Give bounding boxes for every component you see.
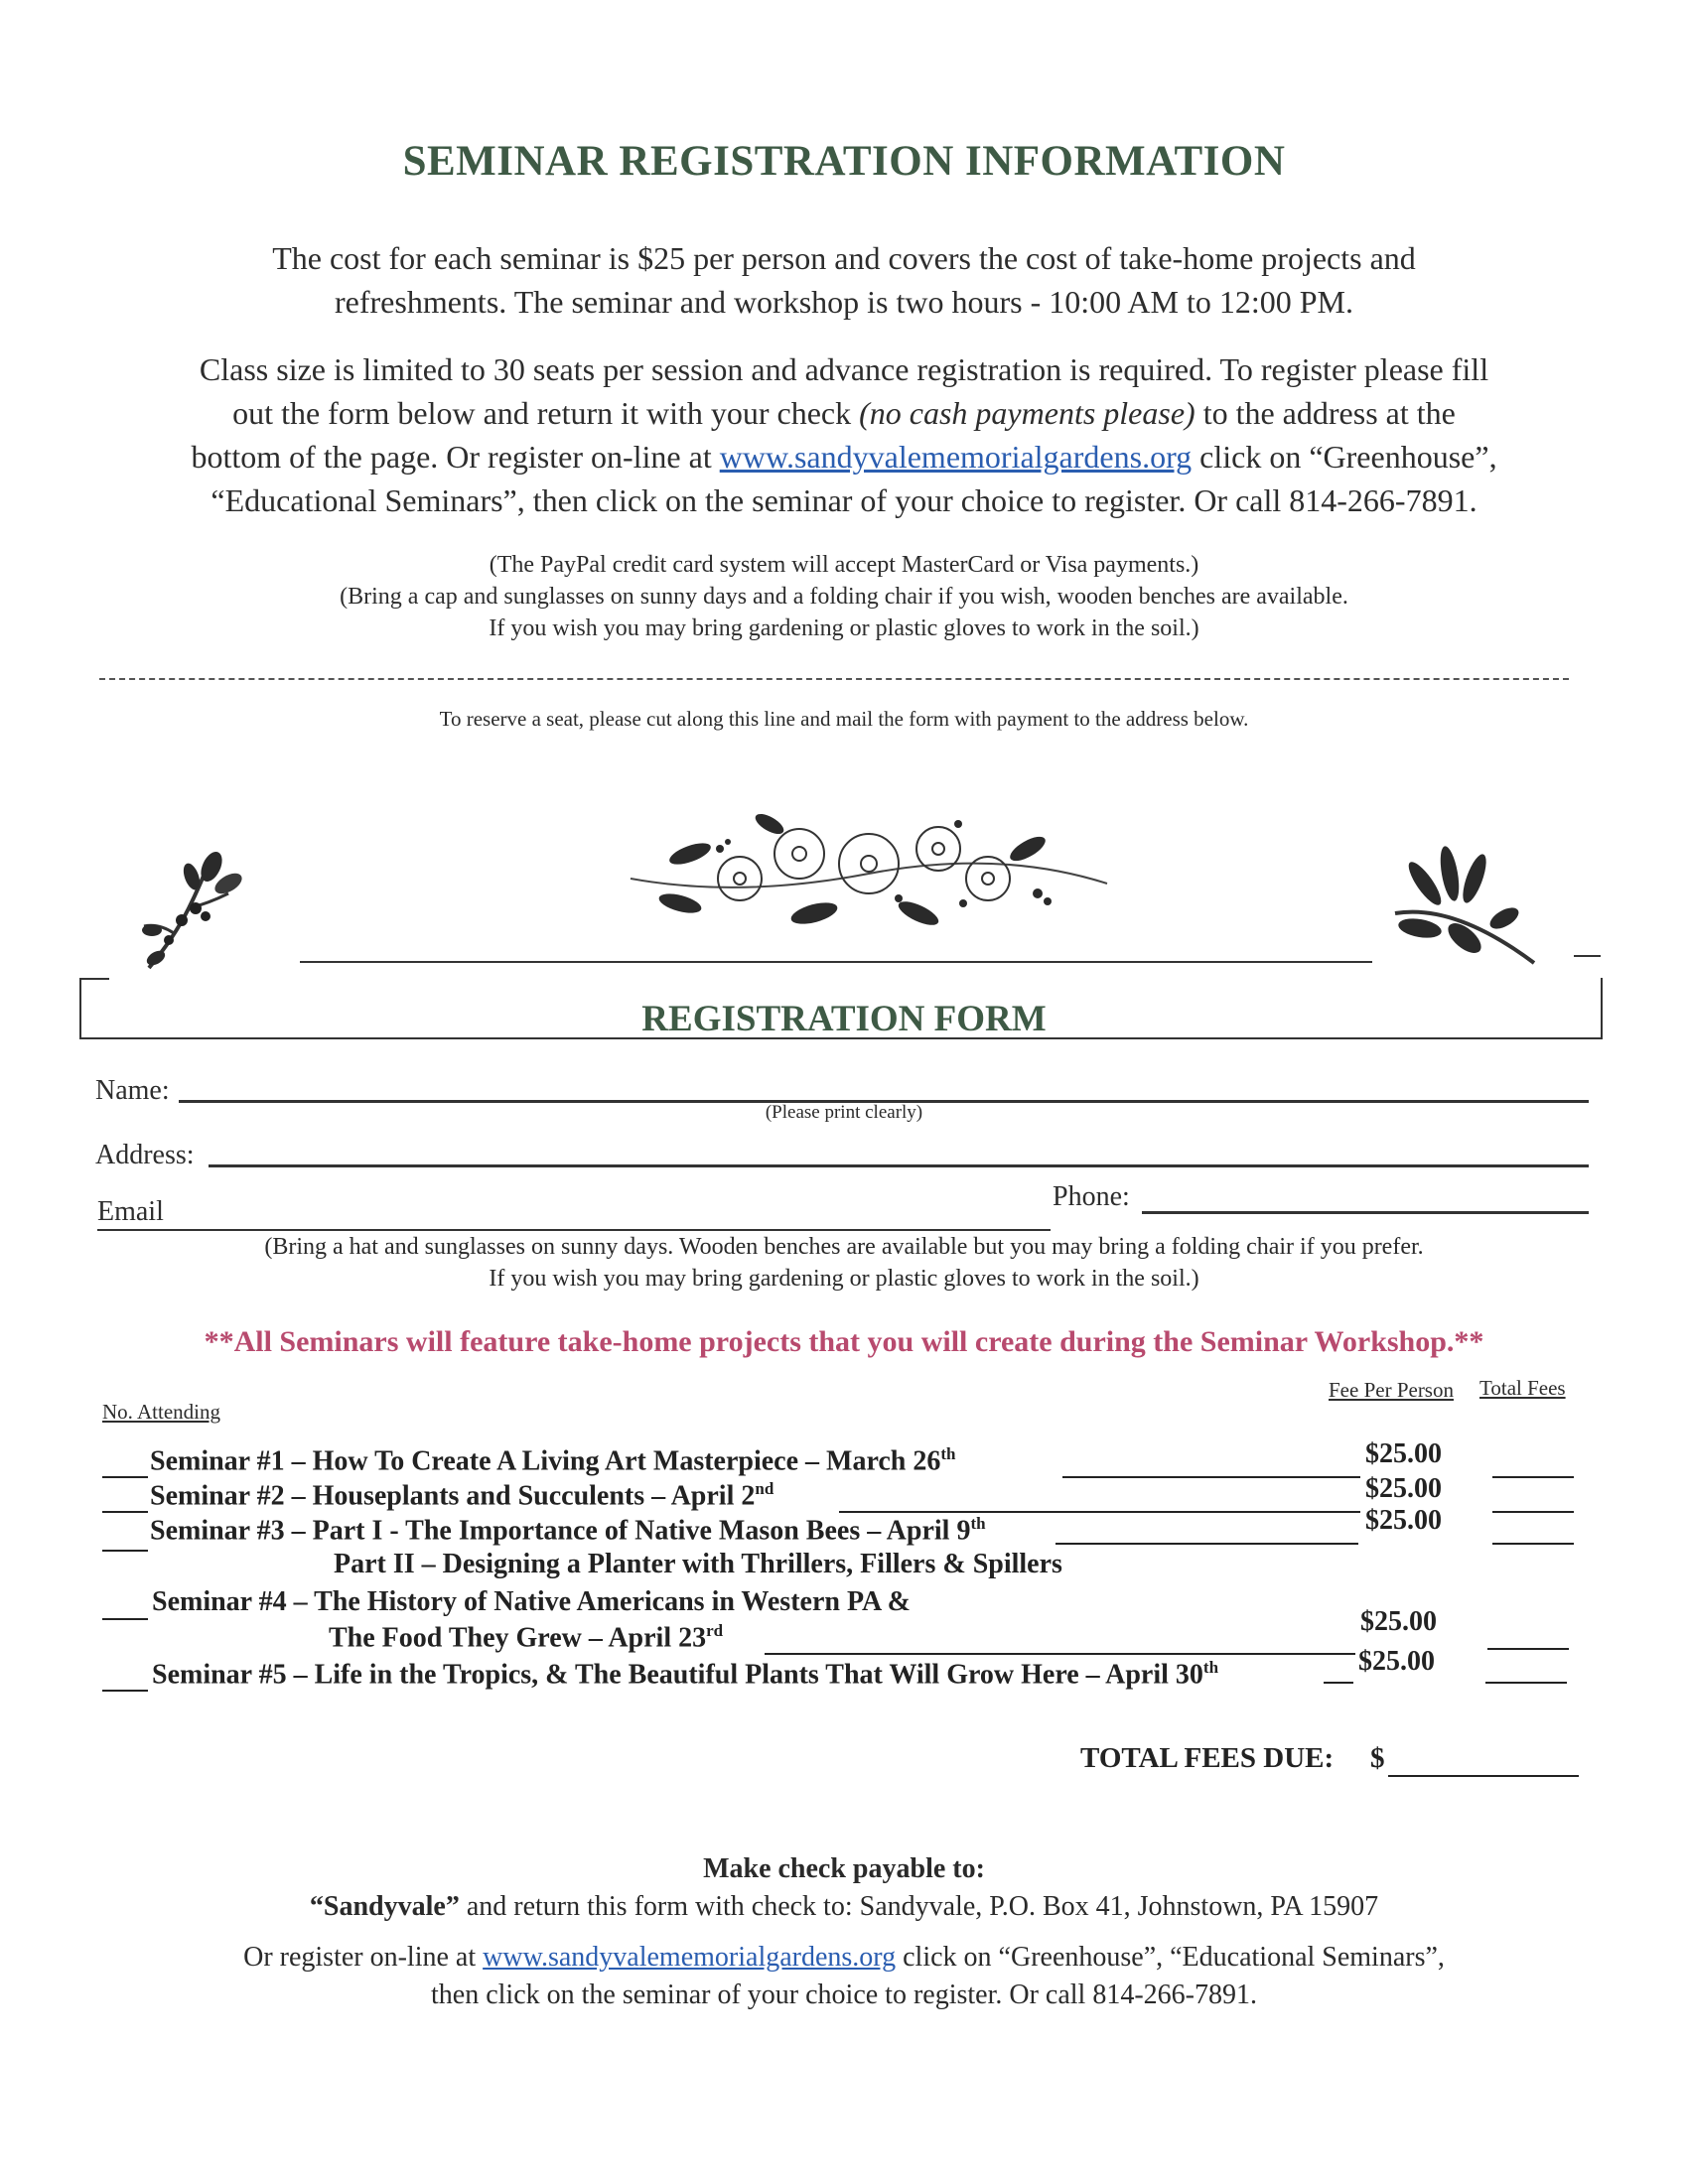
total-fees-label: TOTAL FEES DUE: xyxy=(1080,1742,1335,1774)
reg-line-3 xyxy=(0,435,1688,478)
reg-line-2-end: to the address at the xyxy=(1195,395,1456,431)
cut-line xyxy=(99,678,1569,680)
form-gloves-note: If you wish you may bring gardening or plastic gloves to work in the soil.) xyxy=(489,1266,1199,1292)
cut-instruction: To reserve a seat, please cut along this line and mail the form with payment to the address below. xyxy=(439,707,1249,731)
left-botanical-icon xyxy=(134,849,253,978)
attending-count-input[interactable] xyxy=(102,1664,148,1692)
total-fees-input[interactable] xyxy=(1388,1749,1579,1777)
seminar-title xyxy=(150,1514,986,1547)
email-label: Email xyxy=(97,1196,164,1227)
leader-line xyxy=(1062,1450,1360,1478)
cost-line-1: The cost for each seminar is $25 per person and covers the cost of take-home projects and xyxy=(272,240,1416,276)
reg-line-4: “Educational Seminars”, then click on the seminar of your choice to register. Or call 814-266-7891. xyxy=(211,482,1477,518)
phone-label: Phone: xyxy=(1053,1181,1130,1212)
fee-per-person-header: Fee Per Person xyxy=(1329,1378,1454,1402)
reg-line-3-end: click on “Greenhouse”, xyxy=(1192,439,1497,475)
paypal-note: (The PayPal credit card system will accept MasterCard or Visa payments.) xyxy=(489,552,1199,578)
total-fee-input[interactable] xyxy=(1487,1622,1569,1650)
seminar-4-sup: rd xyxy=(706,1621,724,1640)
website-link[interactable]: www.sandyvalememorialgardens.org xyxy=(719,439,1193,475)
cost-paragraph xyxy=(0,236,1688,324)
total-currency: $ xyxy=(1370,1742,1385,1774)
seminar-title xyxy=(150,1444,956,1477)
attending-count-input[interactable] xyxy=(102,1524,148,1552)
form-notes xyxy=(0,1231,1688,1295)
no-cash-note: (no cash payments please) xyxy=(859,395,1196,431)
frame-corner-right xyxy=(1574,955,1601,957)
form-top-rule xyxy=(300,961,1372,963)
intro-notes xyxy=(0,549,1688,644)
address-field[interactable] xyxy=(209,1164,1589,1167)
frame-corner-left xyxy=(79,978,109,980)
payable-line xyxy=(0,1891,1688,1923)
seminar-fee: $25.00 xyxy=(1358,1646,1435,1677)
seminar-title: Seminar #4 – The History of Native Americans in Western PA & xyxy=(152,1586,911,1617)
right-botanical-icon xyxy=(1385,844,1544,973)
leader-line xyxy=(839,1485,1360,1513)
total-fee-input[interactable] xyxy=(1485,1656,1567,1684)
seminar-subtitle xyxy=(329,1621,723,1654)
leader-line xyxy=(1324,1656,1353,1684)
attending-count-input[interactable] xyxy=(102,1450,148,1478)
footer-online-line-1 xyxy=(0,1939,1688,1977)
reg-line-3-text: bottom of the page. Or register on-line at xyxy=(191,439,720,475)
total-fee-input[interactable] xyxy=(1492,1485,1574,1513)
print-hint: (Please print clearly) xyxy=(765,1102,923,1123)
attending-count-input[interactable] xyxy=(102,1485,148,1513)
seminar-title xyxy=(152,1658,1218,1691)
seminar-4-text: The Food They Grew – April 23 xyxy=(329,1622,707,1654)
seminar-fee: $25.00 xyxy=(1365,1505,1442,1536)
attending-count-input[interactable] xyxy=(102,1592,148,1620)
payable-heading: Make check payable to: xyxy=(703,1853,985,1884)
seminar-subtitle: Part II – Designing a Planter with Thrillers, Fillers & Spillers xyxy=(334,1549,1062,1579)
seminar-1-sup: th xyxy=(940,1444,956,1463)
seminar-5-sup: th xyxy=(1202,1658,1219,1677)
seminar-list xyxy=(102,1438,1592,1742)
seminar-fee: $25.00 xyxy=(1365,1438,1442,1469)
seminar-5-text: Seminar #5 – Life in the Tropics, & The Beautiful Plants That Will Grow Here – April 30 xyxy=(152,1659,1203,1691)
reg-line-1: Class size is limited to 30 seats per session and advance registration is required. To register please fill xyxy=(199,351,1489,387)
page-title: SEMINAR REGISTRATION INFORMATION xyxy=(402,138,1286,185)
gloves-note: If you wish you may bring gardening or plastic gloves to work in the soil.) xyxy=(489,615,1199,641)
name-label: Name: xyxy=(95,1075,170,1106)
seminar-fee: $25.00 xyxy=(1360,1606,1437,1637)
bring-cap-note: (Bring a cap and sunglasses on sunny days and a folding chair if you wish, wooden benches are available. xyxy=(340,584,1348,610)
footer-website-link[interactable]: www.sandyvalememorialgardens.org xyxy=(483,1942,897,1973)
total-fee-input[interactable] xyxy=(1492,1450,1574,1478)
phone-field[interactable] xyxy=(1142,1211,1589,1214)
seminar-2-text: Seminar #2 – Houseplants and Succulents – April 2 xyxy=(150,1480,756,1512)
leader-line xyxy=(1055,1517,1358,1545)
seminar-title xyxy=(150,1479,774,1512)
footer-online-line-2: then click on the seminar of your choice to register. Or call 814-266-7891. xyxy=(431,1979,1257,2010)
registration-paragraph xyxy=(0,347,1688,522)
take-home-promo: **All Seminars will feature take-home projects that you will create during the Seminar Workshop.** xyxy=(204,1325,1484,1358)
flower-garland-icon xyxy=(621,804,1117,943)
registration-form-title: REGISTRATION FORM xyxy=(641,999,1047,1039)
return-address: and return this form with check to: Sandyvale, P.O. Box 41, Johnstown, PA 15907 xyxy=(459,1891,1379,1922)
total-fee-input[interactable] xyxy=(1492,1517,1574,1545)
total-fees-header: Total Fees xyxy=(1479,1376,1566,1400)
payee-name: “Sandyvale” xyxy=(309,1891,460,1922)
bring-hat-note: (Bring a hat and sunglasses on sunny days. Wooden benches are available but you may bring a folding chair if you prefer. xyxy=(264,1234,1424,1260)
footer-online-text: Or register on-line at xyxy=(243,1942,484,1973)
no-attending-header: No. Attending xyxy=(102,1400,220,1424)
seminar-3-text: Seminar #3 – Part I - The Importance of Native Mason Bees – April 9 xyxy=(150,1515,971,1547)
seminar-1-text: Seminar #1 – How To Create A Living Art Masterpiece – March 26 xyxy=(150,1445,941,1477)
address-label: Address: xyxy=(95,1140,195,1170)
seminar-fee: $25.00 xyxy=(1365,1473,1442,1504)
leader-line xyxy=(765,1627,1355,1655)
footer-online-end: click on “Greenhouse”, “Educational Seminars”, xyxy=(896,1942,1445,1973)
reg-line-2 xyxy=(0,391,1688,435)
footer-online xyxy=(0,1939,1688,2014)
seminar-2-sup: nd xyxy=(755,1479,774,1498)
reg-line-2-text: out the form below and return it with your check xyxy=(232,395,860,431)
cost-line-2: refreshments. The seminar and workshop is two hours - 10:00 AM to 12:00 PM. xyxy=(335,284,1353,320)
seminar-3-sup: th xyxy=(970,1514,986,1533)
